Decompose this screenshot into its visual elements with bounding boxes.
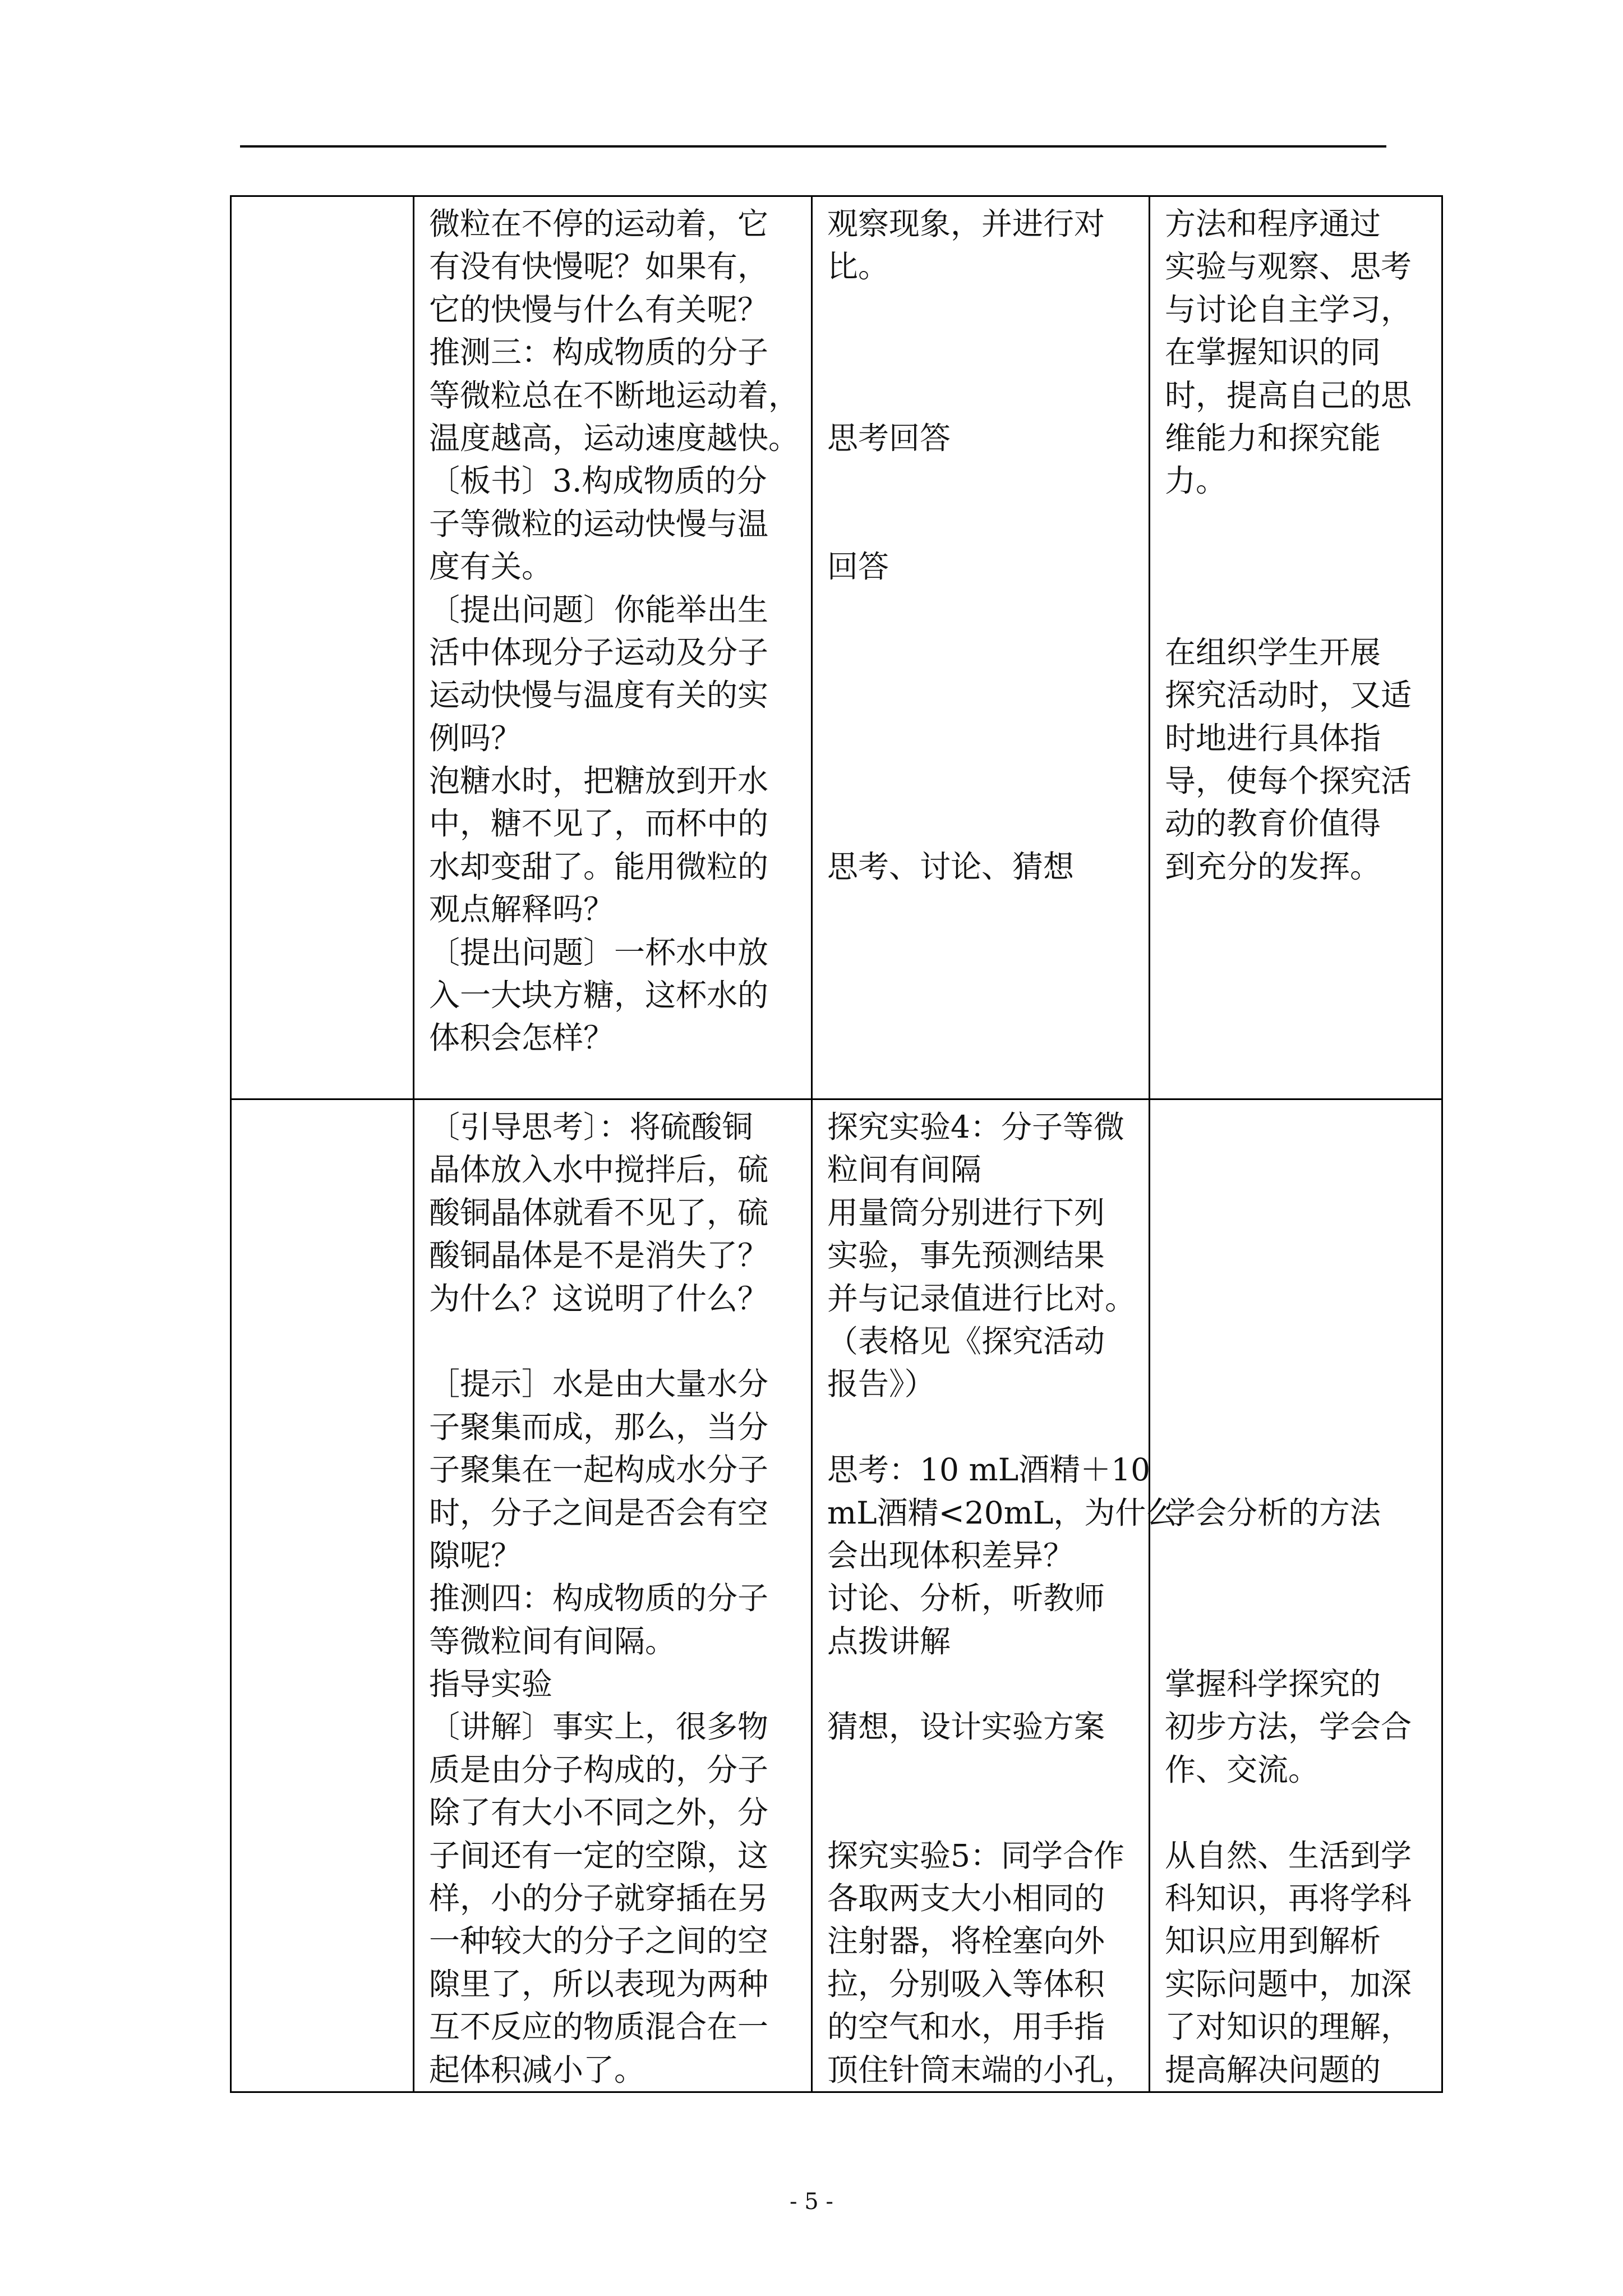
cell-text-line: 微粒在不停的运动着，它 [429,206,769,242]
cell-text-line: 温度越高，运动速度越快。 [429,420,800,456]
cell-text-line: 实际问题中，加深 [1165,1966,1412,2002]
cell-text-line: 度有关。 [429,549,553,585]
cell-text-line [827,631,1138,674]
cell-text-line [827,1791,1138,1834]
cell-text-line: 导，使每个探究活 [1165,763,1412,799]
cell-text-line: mL酒精<20mL，为什么 [827,1494,1177,1531]
cell-text-line: 为什么？这说明了什么？ [429,1280,769,1317]
header-rule [240,145,1386,148]
cell-text-line: 推测三：构成物质的分子 [429,334,769,371]
cell-text-line: 水却变甜了。能用微粒的 [429,848,769,885]
cell-text-line: （表格见《探究活动 [827,1323,1105,1359]
cell-text-line [827,503,1138,545]
cell-text-line: 知识应用到解析 [1165,1923,1381,1959]
cell-text-line: 〔讲解〕事实上，很多物 [429,1709,769,1745]
cell-text-line [827,1663,1138,1705]
cell-text-line: 互不反应的物质混合在一 [429,2009,769,2045]
cell-text-line: 报告》） [827,1366,935,1402]
cell-text-line: 晶体放入水中搅拌后，硫 [429,1152,769,1188]
cell-text-line [827,1406,1138,1448]
cell-text-line: 实验，事先预测结果 [827,1237,1105,1274]
cell-text-line: 在掌握知识的同 [1165,334,1381,371]
cell-text-line: 到充分的发挥。 [1165,848,1381,885]
cell-text-line: 时，提高自己的思 [1165,377,1412,413]
cell-text-line [827,288,1138,331]
cell-text-line [1165,1277,1431,1320]
cell-text-line [827,459,1138,502]
cell-text-line [1165,1148,1431,1191]
cell-text-line: 中，糖不见了，而杯中的 [429,806,769,842]
cell-text-line: 时地进行具体指 [1165,720,1381,756]
cell-text-line: 作、交流。 [1165,1751,1320,1788]
cell-text-line [1165,1106,1431,1148]
cell-text-line: 动的教育价值得 [1165,806,1381,842]
cell-text-line: 从自然、生活到学 [1165,1837,1412,1874]
cell-text-line: 力。 [1165,463,1227,499]
cell-text-line: 例吗？ [429,720,522,756]
cell-text-line: 酸铜晶体是不是消失了？ [429,1237,769,1274]
cell-text-line [827,588,1138,631]
cell-text-line: 探究活动时，又适 [1165,677,1412,714]
cell-text-line: 〔引导思考〕：将硫酸铜 [429,1109,753,1145]
design-intent-cell [1150,1099,1442,2092]
cell-text-line [827,1749,1138,1791]
cell-text-line: 思考：10 mL酒精＋10 [827,1452,1151,1488]
cell-text-line: 体积会怎样？ [429,1020,615,1056]
cell-text-line: 的空气和水，用手指 [827,2009,1105,2045]
cell-text-line [1165,1448,1431,1491]
cell-text-line: 拉，分别吸入等体积 [827,1966,1105,2002]
student-activity-cell [812,1099,1177,2092]
cell-text-line: 子间还有一定的空隙，这 [429,1837,769,1874]
cell-text-line: 〔提出问题〕你能举出生 [429,591,769,628]
cell-text-line: ［提示］水是由大量水分 [429,1366,769,1402]
cell-text-line: 有没有快慢呢？如果有， [429,249,769,285]
cell-text-line: 初步方法，学会合 [1165,1709,1412,1745]
cell-text-line: 〔提出问题〕一杯水中放 [429,934,769,970]
cell-text-line: 思考回答 [827,420,951,456]
student-activity-cell [812,196,1150,1099]
cell-text-line: 提高解决问题的 [1165,2051,1381,2088]
cell-text-line: 等微粒间有间隔。 [429,1623,676,1659]
cell-text-line: 等微粒总在不断地运动着， [429,377,800,413]
cell-text-line: 科知识，再将学科 [1165,1880,1412,1917]
cell-text-line: 点拨讲解 [827,1623,951,1659]
cell-text-line [1165,545,1431,588]
cell-text-line: 它的快慢与什么有关呢？ [429,291,769,328]
cell-text-line [1165,1406,1431,1448]
cell-text-line: 推测四：构成物质的分子 [429,1580,769,1617]
table-row [231,196,1442,1099]
teacher-activity-cell [414,196,812,1099]
cell-text-line: 入一大块方糖，这杯水的 [429,977,769,1014]
cell-text-line: 泡糖水时，把糖放到开水 [429,763,769,799]
cell-text-line: 思考、讨论、猜想 [827,848,1075,885]
teacher-activity-cell [414,1099,812,2092]
cell-text-line: 比。 [827,249,889,285]
cell-text-line [1165,1791,1431,1834]
cell-text-line: 了对知识的理解， [1165,2009,1412,2045]
cell-text-line: 〔板书〕3.构成物质的分 [429,463,767,499]
cell-text-line [1165,503,1431,545]
cell-text-line [1165,1577,1431,1619]
lesson-plan-table [230,195,1443,2093]
cell-text-line: 学会分析的方法 [1165,1494,1381,1531]
cell-text-line: 实验与观察、思考 [1165,249,1412,285]
cell-text-line: 子等微粒的运动快慢与温 [429,505,769,542]
cell-text-line: 掌握科学探究的 [1165,1666,1381,1703]
cell-text-line [1165,1234,1431,1277]
cell-text-line: 活中体现分子运动及分子 [429,634,769,670]
cell-text-line: 隙呢？ [429,1537,522,1573]
cell-text-line: 各取两支大小相同的 [827,1880,1105,1917]
page-number: - 5 - [790,2189,833,2215]
cell-text-line: 除了有大小不同之外，分 [429,1795,769,1831]
cell-text-line [1165,1534,1431,1577]
cell-text-line: 观点解释吗？ [429,891,615,928]
cell-text-line [827,802,1138,845]
cell-text-line [827,717,1138,760]
cell-text-line [1165,1320,1431,1363]
design-intent-cell [1150,196,1442,1099]
cell-text-line [827,674,1138,716]
cell-text-line: 注射器，将栓塞向外 [827,1923,1105,1959]
cell-text-line [827,760,1138,802]
stage-cell [231,196,414,1099]
cell-text-line: 子聚集在一起构成水分子 [429,1452,769,1488]
cell-text-line: 用量筒分别进行下列 [827,1194,1105,1231]
cell-text-line: 隙里了，所以表现为两种 [429,1966,769,2002]
cell-text-line [1165,588,1431,631]
cell-text-line [1165,1620,1431,1663]
cell-text-line [429,1320,801,1363]
cell-text-line [1165,1363,1431,1405]
cell-text-line: 猜想，设计实验方案 [827,1709,1105,1745]
cell-text-line: 一种较大的分子之间的空 [429,1923,769,1959]
cell-text-line: 指导实验 [429,1666,553,1703]
cell-text-line [827,331,1138,374]
cell-text-line: 样，小的分子就穿插在另 [429,1880,769,1917]
cell-text-line: 与讨论自主学习， [1165,291,1412,328]
cell-text-line [1165,1191,1431,1234]
cell-text-line: 时，分子之间是否会有空 [429,1494,769,1531]
cell-text-line: 回答 [827,549,889,585]
stage-cell [231,1099,414,2092]
cell-text-line: 观察现象，并进行对 [827,206,1105,242]
cell-text-line: 子聚集而成，那么，当分 [429,1409,769,1445]
cell-text-line: 粒间有间隔 [827,1152,982,1188]
cell-text-line: 探究实验5：同学合作 [827,1837,1124,1874]
table-row [231,1099,1442,2092]
cell-text-line: 顶住针筒末端的小孔， [827,2051,1136,2088]
cell-text-line: 方法和程序通过 [1165,206,1381,242]
cell-text-line: 运动快慢与温度有关的实 [429,677,769,714]
cell-text-line: 并与记录值进行比对。 [827,1280,1136,1317]
cell-text-line [827,374,1138,417]
cell-text-line: 讨论、分析，听教师 [827,1580,1105,1617]
cell-text-line: 会出现体积差异？ [827,1537,1075,1573]
cell-text-line: 探究实验4：分子等微 [827,1109,1124,1145]
cell-text-line: 起体积减小了。 [429,2051,645,2088]
cell-text-line: 酸铜晶体就看不见了，硫 [429,1194,769,1231]
cell-text-line: 维能力和探究能 [1165,420,1381,456]
cell-text-line: 在组织学生开展 [1165,634,1381,670]
cell-text-line: 质是由分子构成的，分子 [429,1751,769,1788]
